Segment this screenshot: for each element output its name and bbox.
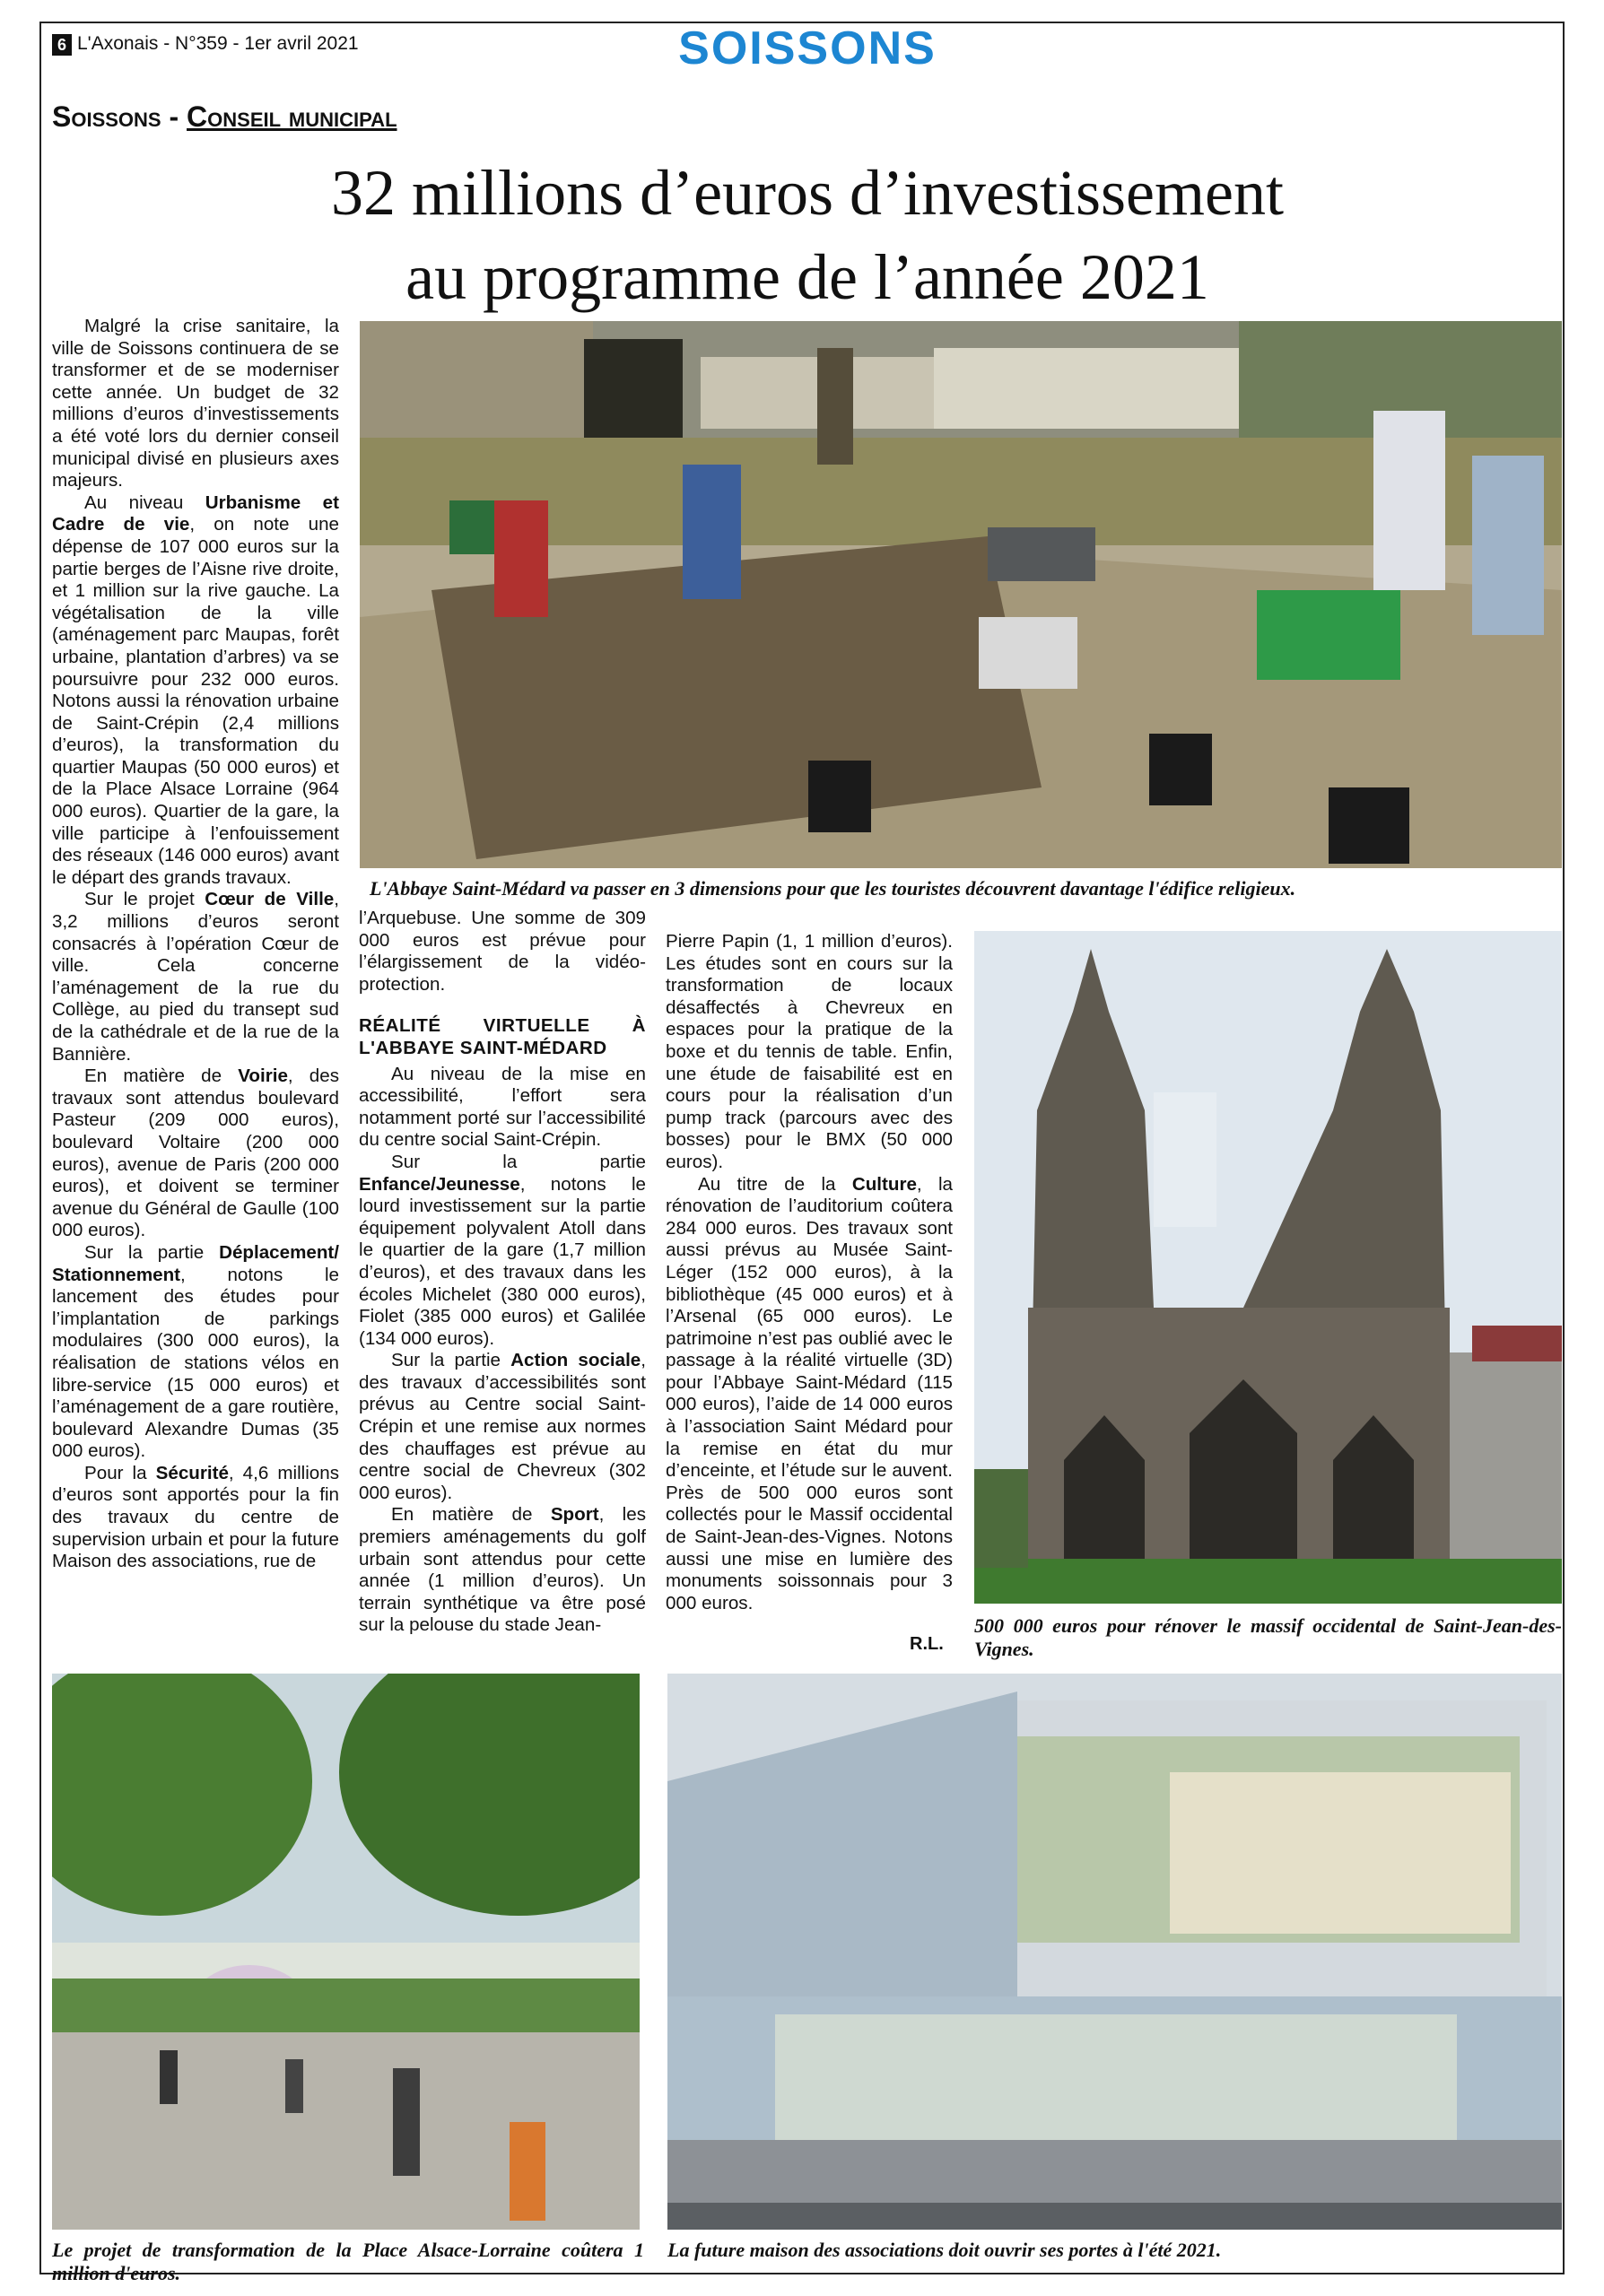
building-photo <box>667 1674 1562 2230</box>
paragraph: Malgré la crise sanitaire, la ville de Soissons continuera de se transformer et de se moderniser cette année. Un budget de 32 millions d’euros d’investissements a été voté lors du dernier conseil municipal divisé en plusieurs axes majeurs. <box>52 316 339 491</box>
author-signature: R.L. <box>910 1634 944 1654</box>
headline-line-1: 32 millions d’euros d’investissement <box>331 157 1284 229</box>
paragraph: Au niveau de la mise en accessibilité, l’effort sera notamment porté sur l’accessibilité du centre social Saint-Crépin. <box>359 1063 646 1151</box>
article-headline <box>90 151 1525 319</box>
paragraph: Sur la partie Action sociale, des travaux d’accessibilités sont prévus au Centre social Saint-Crépin et une remise aux normes des chauffages est prévue au centre social de Chevreux (302 000 euros). <box>359 1350 646 1503</box>
paragraph: Pour la Sécurité, 4,6 millions d’euros sont apportés pour la fin des travaux du centre de supervision urbain et pour la future Maison des associations, rue de <box>52 1462 339 1572</box>
article-kicker <box>52 100 397 134</box>
excavation-photo <box>360 321 1562 868</box>
text-column-1 <box>52 316 339 1573</box>
abbey-caption: 500 000 euros pour rénover le massif occidental de Saint-Jean-des-Vignes. <box>974 1614 1562 1660</box>
text-column-2 <box>359 908 646 1637</box>
paragraph: En matière de Sport, les premiers aménagements du golf urbain sont attendus pour cette année (1 million d’euros). Un terrain synthétique va être posé sur la pelouse du stade Jean- <box>359 1504 646 1636</box>
square-caption: Le projet de transformation de la Place Alsace-Lorraine coûtera 1 million d'euros. <box>52 2239 644 2284</box>
building-caption: La future maison des associations doit ouvrir ses portes à l'été 2021. <box>667 2239 1222 2261</box>
issue-line: L'Axonais - N°359 - 1er avril 2021 <box>77 33 359 54</box>
excavation-caption: L'Abbaye Saint-Médard va passer en 3 dimensions pour que les touristes découvrent davantage l'édifice religieux. <box>370 877 1296 900</box>
paragraph: Pierre Papin (1, 1 million d’euros). Les études sont en cours sur la transformation de locaux désaffectés à Chevreux en espaces pour la pratique de la boxe et du tennis de table. Enfin, une étude de faisabilité est en cours pour la réalisation d’un pump track (parcours avec des bosses) pour le BMX (50 000 euros). <box>666 931 953 1172</box>
paragraph: Au titre de la Culture, la rénovation de l’auditorium coûtera 284 000 euros. Des travaux sont aussi prévus au Musée Saint-Léger (152 000 euros), à la bibliothèque (45 000 euros) et à l’Arsenal (65 000 euros). Le patrimoine n’est pas oublié avec le passage à la réalité virtuelle (3D) pour l’Abbaye Saint-Médard (115 000 euros), l’aide de 14 000 euros à l’association Saint Médard pour la remise en état du mur d’enceinte, et l’étude sur le auvent. Près de 500 000 euros sont collectés pour le Massif occidental de Saint-Jean-des-Vignes. Notons aussi une mise en lumière des monuments soissonnais pour 3 000 euros. <box>666 1173 953 1613</box>
subheading: RÉALITÉ VIRTUELLE À L'ABBAYE SAINT-MÉDARD <box>359 1015 646 1058</box>
page-number: 6 <box>52 34 72 56</box>
square-photo <box>52 1674 640 2230</box>
kicker-place: Soissons - <box>52 100 179 133</box>
paragraph: Sur la partie Déplacement/ Stationnement, notons le lancement des études pour l’implantation de parkings modulaires (300 000 euros), la réalisation de stations vélos en libre-service (15 000 euros) et l’aménagement de a gare routière, boulevard Alexandre Dumas (35 000 euros). <box>52 1241 339 1462</box>
kicker-topic: Conseil municipal <box>187 100 397 133</box>
section-title: SOISSONS <box>678 22 937 74</box>
paragraph: Sur le projet Cœur de Ville, 3,2 millions d’euros seront consacrés à l’opération Cœur de ville. Cela concerne l’aménagement de la rue du Collège, au pied du transept sud de la cathédrale et de la rue de la Bannière. <box>52 889 339 1065</box>
headline-line-2: au programme de l’année 2021 <box>405 241 1209 313</box>
paragraph: l’Arquebuse. Une somme de 309 000 euros est prévue pour l’élargissement de la vidéo-protection. <box>359 908 646 995</box>
paragraph: Sur la partie Enfance/Jeunesse, notons le lourd investissement sur la partie équipement polyvalent Atoll dans le quartier de la gare (1,7 million d’euros), et des travaux dans les écoles Michelet (380 000 euros), Fiolet (385 000 euros) et Galilée (134 000 euros). <box>359 1151 646 1349</box>
abbey-photo <box>974 931 1562 1604</box>
paragraph: En matière de Voirie, des travaux sont attendus boulevard Pasteur (209 000 euros), boulevard Voltaire (200 000 euros), avenue de Paris (200 000 euros), et doivent se terminer avenue du Général de Gaulle (100 000 euros). <box>52 1065 339 1241</box>
text-column-3 <box>666 931 953 1614</box>
paragraph: Au niveau Urbanisme et Cadre de vie, on note une dépense de 107 000 euros sur la partie berges de l’Aisne rive droite, et 1 million sur la rive gauche. La végétalisation de la ville (aménagement parc Maupas, forêt urbaine, plantation d’arbres) va se poursuivre pour 232 000 euros. Notons aussi la rénovation urbaine de Saint-Crépin (2,4 millions d’euros), la transformation du quartier Maupas (50 000 euros) et de la Place Alsace Lorraine (964 000 euros). Quartier de la gare, la ville participe à l’enfouissement des réseaux (146 000 euros) avant le départ des grands travaux. <box>52 491 339 888</box>
